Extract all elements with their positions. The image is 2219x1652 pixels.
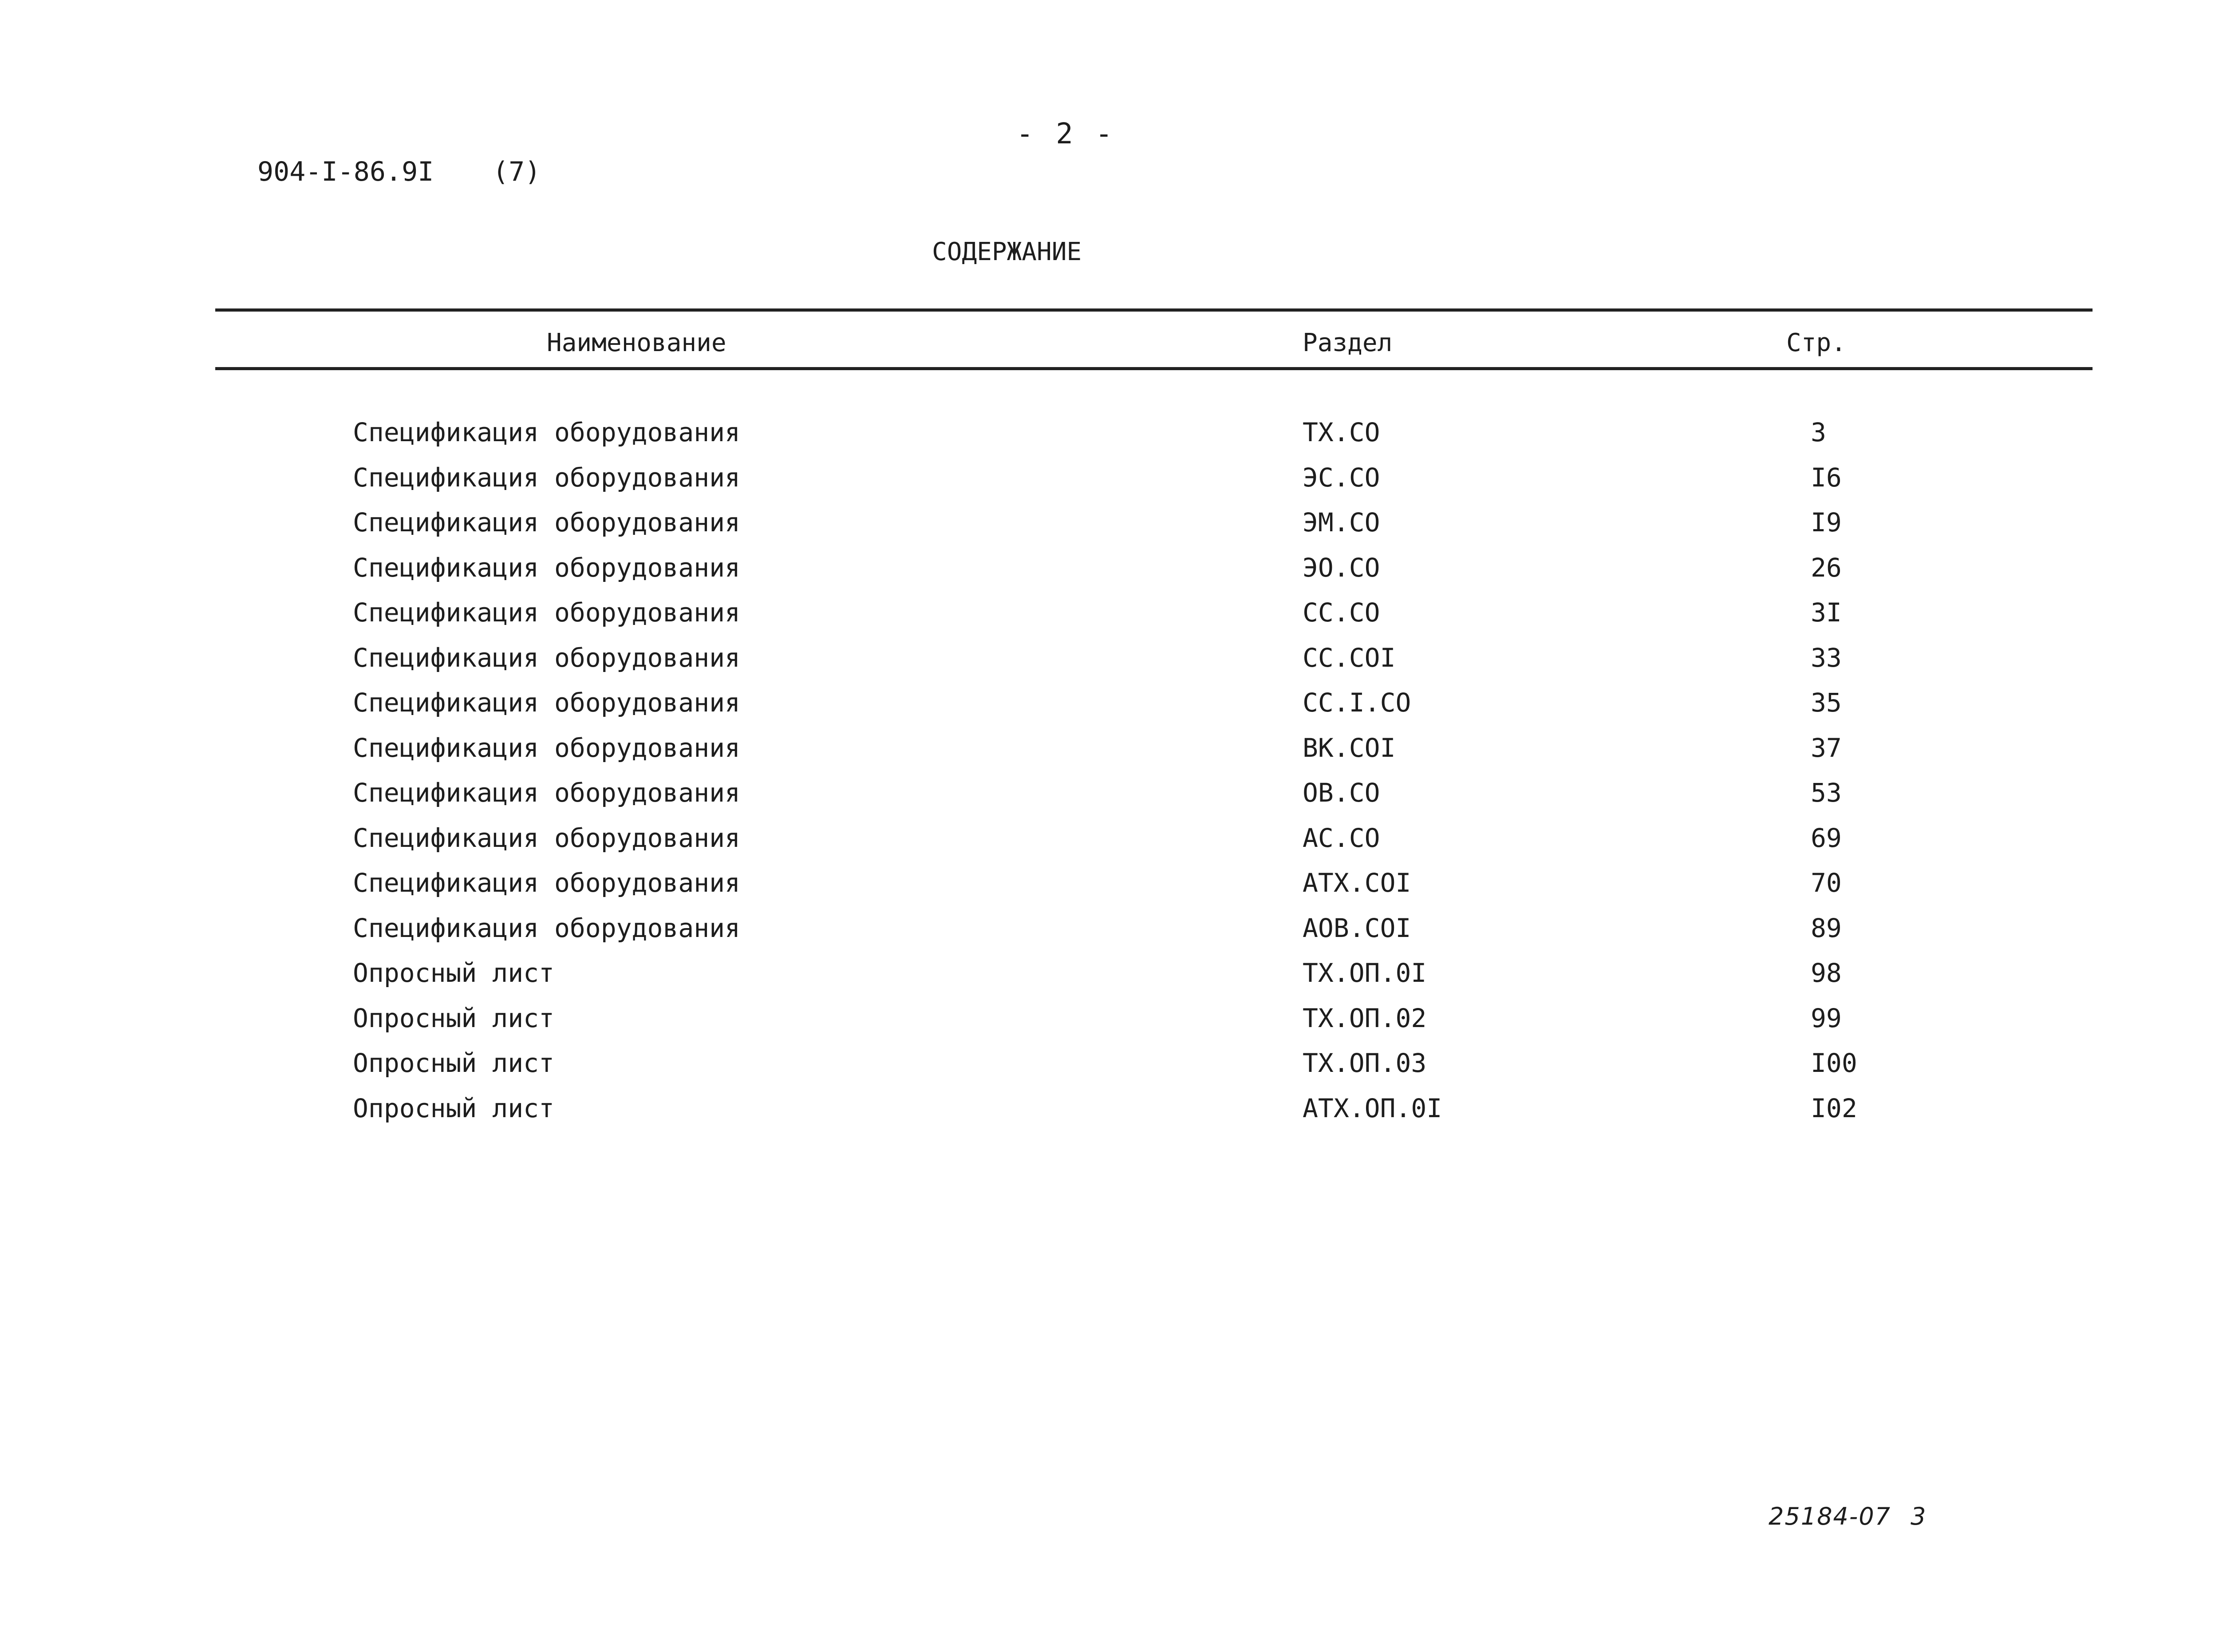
row-section: АТХ.СОI — [1303, 868, 1411, 898]
row-section: СС.I.СО — [1303, 688, 1411, 718]
row-page: 70 — [1811, 868, 1842, 898]
row-page: 37 — [1811, 732, 1842, 763]
column-header-section: Раздел — [1303, 328, 1393, 357]
row-page: 35 — [1811, 688, 1842, 718]
row-section: АС.СО — [1303, 822, 1380, 853]
row-name: Спецификация оборудования — [353, 597, 740, 628]
page-number: - 2 - — [1016, 118, 1115, 150]
contents-title: СОДЕРЖАНИЕ — [932, 237, 1082, 266]
table-row — [0, 1048, 2219, 1093]
row-name: Спецификация оборудования — [353, 868, 740, 898]
contents-table-body — [0, 417, 2219, 1138]
row-page: I6 — [1811, 462, 1842, 493]
row-section: ВК.СОI — [1303, 732, 1396, 763]
row-section: СС.СО — [1303, 597, 1380, 628]
row-name: Опросный лист — [353, 1003, 554, 1033]
row-name: Спецификация оборудования — [353, 642, 740, 673]
row-section: ТХ.ОП.02 — [1303, 1003, 1427, 1033]
row-name: Спецификация оборудования — [353, 732, 740, 763]
row-section: ОВ.СО — [1303, 778, 1380, 808]
row-name: Опросный лист — [353, 1093, 554, 1123]
row-name: Спецификация оборудования — [353, 778, 740, 808]
row-name: Спецификация оборудования — [353, 507, 740, 537]
row-section: ТХ.СО — [1303, 417, 1380, 447]
row-name: Спецификация оборудования — [353, 822, 740, 853]
row-name: Спецификация оборудования — [353, 462, 740, 493]
table-row — [0, 688, 2219, 733]
row-page: 99 — [1811, 1003, 1842, 1033]
table-top-rule — [215, 308, 2093, 312]
row-page: 53 — [1811, 778, 1842, 808]
row-section: АОВ.СОI — [1303, 913, 1411, 943]
row-page: 69 — [1811, 822, 1842, 853]
document-code: 904-I-86.9I — [257, 156, 434, 187]
row-name: Опросный лист — [353, 958, 554, 988]
table-row — [0, 778, 2219, 823]
row-section: ЭС.СО — [1303, 462, 1380, 493]
table-row — [0, 823, 2219, 868]
row-page: 26 — [1811, 552, 1842, 583]
row-section: ТХ.ОП.0I — [1303, 958, 1427, 988]
row-page: I02 — [1811, 1093, 1857, 1123]
table-row — [0, 553, 2219, 598]
row-section: ЭМ.СО — [1303, 507, 1380, 537]
column-header-name: Наименование — [547, 328, 727, 357]
row-page: 98 — [1811, 958, 1842, 988]
row-name: Спецификация оборудования — [353, 417, 740, 447]
row-page: I00 — [1811, 1048, 1857, 1078]
row-name: Опросный лист — [353, 1048, 554, 1078]
row-section: АТХ.ОП.0I — [1303, 1093, 1442, 1123]
row-page: 89 — [1811, 913, 1842, 943]
row-page: 33 — [1811, 642, 1842, 673]
table-row — [0, 597, 2219, 643]
table-row — [0, 733, 2219, 778]
row-name: Спецификация оборудования — [353, 552, 740, 583]
row-section: СС.СОI — [1303, 642, 1396, 673]
table-header-rule — [215, 367, 2093, 370]
table-row — [0, 417, 2219, 462]
row-page: 3 — [1811, 417, 1826, 447]
table-row — [0, 643, 2219, 688]
row-section: ЭО.СО — [1303, 552, 1380, 583]
inventory-stamp: 25184-07 — [1769, 1502, 1891, 1530]
document-variant: (7) — [493, 156, 541, 187]
table-row — [0, 462, 2219, 508]
row-name: Спецификация оборудования — [353, 913, 740, 943]
table-row — [0, 913, 2219, 958]
row-section: ТХ.ОП.03 — [1303, 1048, 1427, 1078]
sheet-number: 3 — [1911, 1502, 1926, 1530]
row-name: Спецификация оборудования — [353, 688, 740, 718]
column-header-page: Стр. — [1786, 328, 1846, 357]
table-row — [0, 507, 2219, 553]
table-row — [0, 1003, 2219, 1048]
table-row — [0, 958, 2219, 1003]
table-row — [0, 868, 2219, 913]
table-row — [0, 1093, 2219, 1138]
row-page: I9 — [1811, 507, 1842, 537]
row-page: 3I — [1811, 597, 1842, 628]
